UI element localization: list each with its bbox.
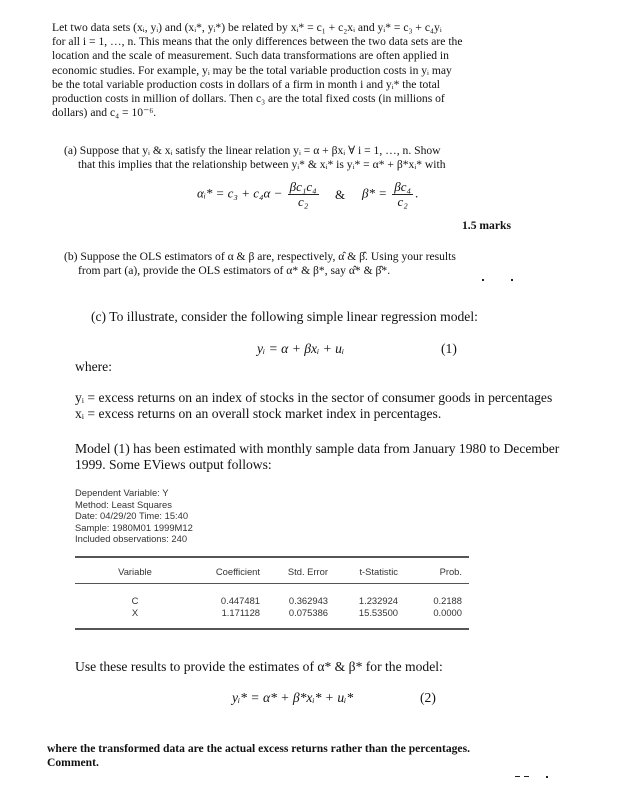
table-cell-t-statistic: 1.232924 [358, 595, 398, 606]
table-header-rule [75, 583, 469, 584]
alpha-star-lhs: αᵢ* = c₃ + c₄α − [197, 185, 283, 201]
intro-line: location and the scale of measurement. Such data transformations are often applied in [52, 49, 449, 63]
beta-star-denominator: c₂ [397, 194, 408, 209]
part-b-line: (b) Suppose the OLS estimators of α & β are, respectively, α̂ & β̂. Using your results [64, 250, 456, 263]
stray-dot [482, 279, 484, 281]
part-b-line: from part (a), provide the OLS estimators of α* & β*, say α̂* & β̂*. [78, 264, 391, 278]
beta-star-numerator: βc₄ [394, 179, 412, 194]
beta-star-equation [362, 180, 418, 209]
stray-dot [546, 776, 548, 778]
stray-dot [511, 279, 513, 281]
table-cell-t-statistic: 15.53500 [358, 607, 398, 618]
use-results-line: Use these results to provide the estimates of α* & β* for the model: [75, 659, 443, 674]
alpha-star-denominator: c₂ [297, 194, 309, 209]
alpha-star-numerator: βc₁c₄ [289, 179, 317, 194]
table-cell-coefficient: 1.171128 [221, 607, 260, 618]
column-header-std-error: Std. Error [287, 566, 328, 577]
part-b-question [64, 250, 456, 278]
model-line: 1999. Some EViews output follows: [75, 457, 272, 473]
equation-1: yᵢ = α + βxᵢ + uᵢ [257, 341, 345, 356]
model-line: Model (1) has been estimated with monthly sample data from January 1980 to December [75, 441, 560, 456]
intro-line: economic studies. For example, yᵢ may be the total variable production costs in yᵢ may [52, 63, 452, 77]
part-a-line: that this implies that the relationship between yᵢ* & xᵢ* is yᵢ* = α* + β*xᵢ* with [78, 158, 446, 172]
table-cell-variable: X [131, 607, 139, 618]
eviews-header-line: Method: Least Squares [75, 498, 172, 510]
intro-line: production costs in million of dollars. Then c₃ are the total fixed costs (in millions of [52, 92, 445, 106]
marks-label: 1.5 marks [462, 219, 511, 232]
eviews-header-line: Date: 04/29/20 Time: 15:40 [75, 510, 189, 522]
final-paragraph [47, 742, 470, 770]
eviews-header-line: Dependent Variable: Y [75, 487, 169, 498]
stray-dash [524, 776, 529, 777]
intro-paragraph [52, 21, 462, 120]
beta-star-fraction [392, 180, 413, 209]
table-cell-coefficient: 0.447481 [220, 595, 260, 606]
part-a-line: (a) Suppose that yᵢ & xᵢ satisfy the linear relation yᵢ = α + βxᵢ ∀ i = 1, …, n. Show [64, 144, 441, 157]
table-cell-prob: 0.0000 [433, 607, 462, 618]
equation-2-label: (2) [420, 690, 436, 705]
intro-line: be the total variable production costs in dollars of a firm in month i and yᵢ* the total [52, 77, 440, 91]
equation-1-label: (1) [441, 341, 457, 356]
column-header-coefficient: Coefficient [215, 566, 260, 577]
intro-line: dollars) and c₄ = 10⁻⁶. [52, 106, 157, 120]
equation-period: . [415, 185, 419, 201]
variable-definitions [75, 390, 552, 422]
table-bottom-rule [75, 628, 469, 630]
eviews-header-line: Sample: 1980M01 1999M12 [75, 521, 193, 533]
part-a-question [64, 144, 446, 172]
table-cell-std-error: 0.075386 [288, 607, 328, 618]
definition-x: xᵢ = excess returns on an overall stock market index in percentages. [75, 406, 442, 422]
beta-star-lhs: β* = [362, 185, 387, 201]
table-cell-prob: 0.2188 [433, 595, 462, 606]
intro-line: Let two data sets (xᵢ, yᵢ) and (xᵢ*, yᵢ*) be related by xᵢ* = c₁ + c₂xᵢ and yᵢ* = c₃ + c₄yᵢ [52, 21, 442, 34]
where-label: where: [75, 359, 112, 374]
eviews-header [75, 487, 193, 545]
final-line: where the transformed data are the actual excess returns rather than the percentages. [47, 742, 470, 755]
part-c-intro: (c) To illustrate, consider the following simple linear regression model: [91, 309, 478, 324]
table-cell-std-error: 0.362943 [288, 595, 328, 606]
alpha-star-fraction [288, 180, 319, 209]
column-header-t-statistic: t-Statistic [359, 566, 398, 577]
table-top-rule [75, 556, 469, 558]
ampersand: & [335, 187, 346, 202]
eviews-header-line: Included observations: 240 [75, 533, 188, 545]
model-description [75, 441, 559, 473]
alpha-star-equation [197, 180, 321, 209]
final-line: Comment. [47, 756, 99, 770]
equation-2: yᵢ* = α* + β*xᵢ* + uᵢ* [232, 690, 354, 705]
column-header-variable: Variable [118, 566, 152, 577]
column-header-prob: Prob. [439, 566, 462, 577]
table-cell-variable: C [131, 595, 139, 606]
intro-line: for all i = 1, …, n. This means that the only differences between the two data sets are the [52, 35, 463, 49]
stray-dash [515, 776, 520, 777]
definition-y: yᵢ = excess returns on an index of stocks in the sector of consumer goods in percentages [75, 390, 553, 405]
